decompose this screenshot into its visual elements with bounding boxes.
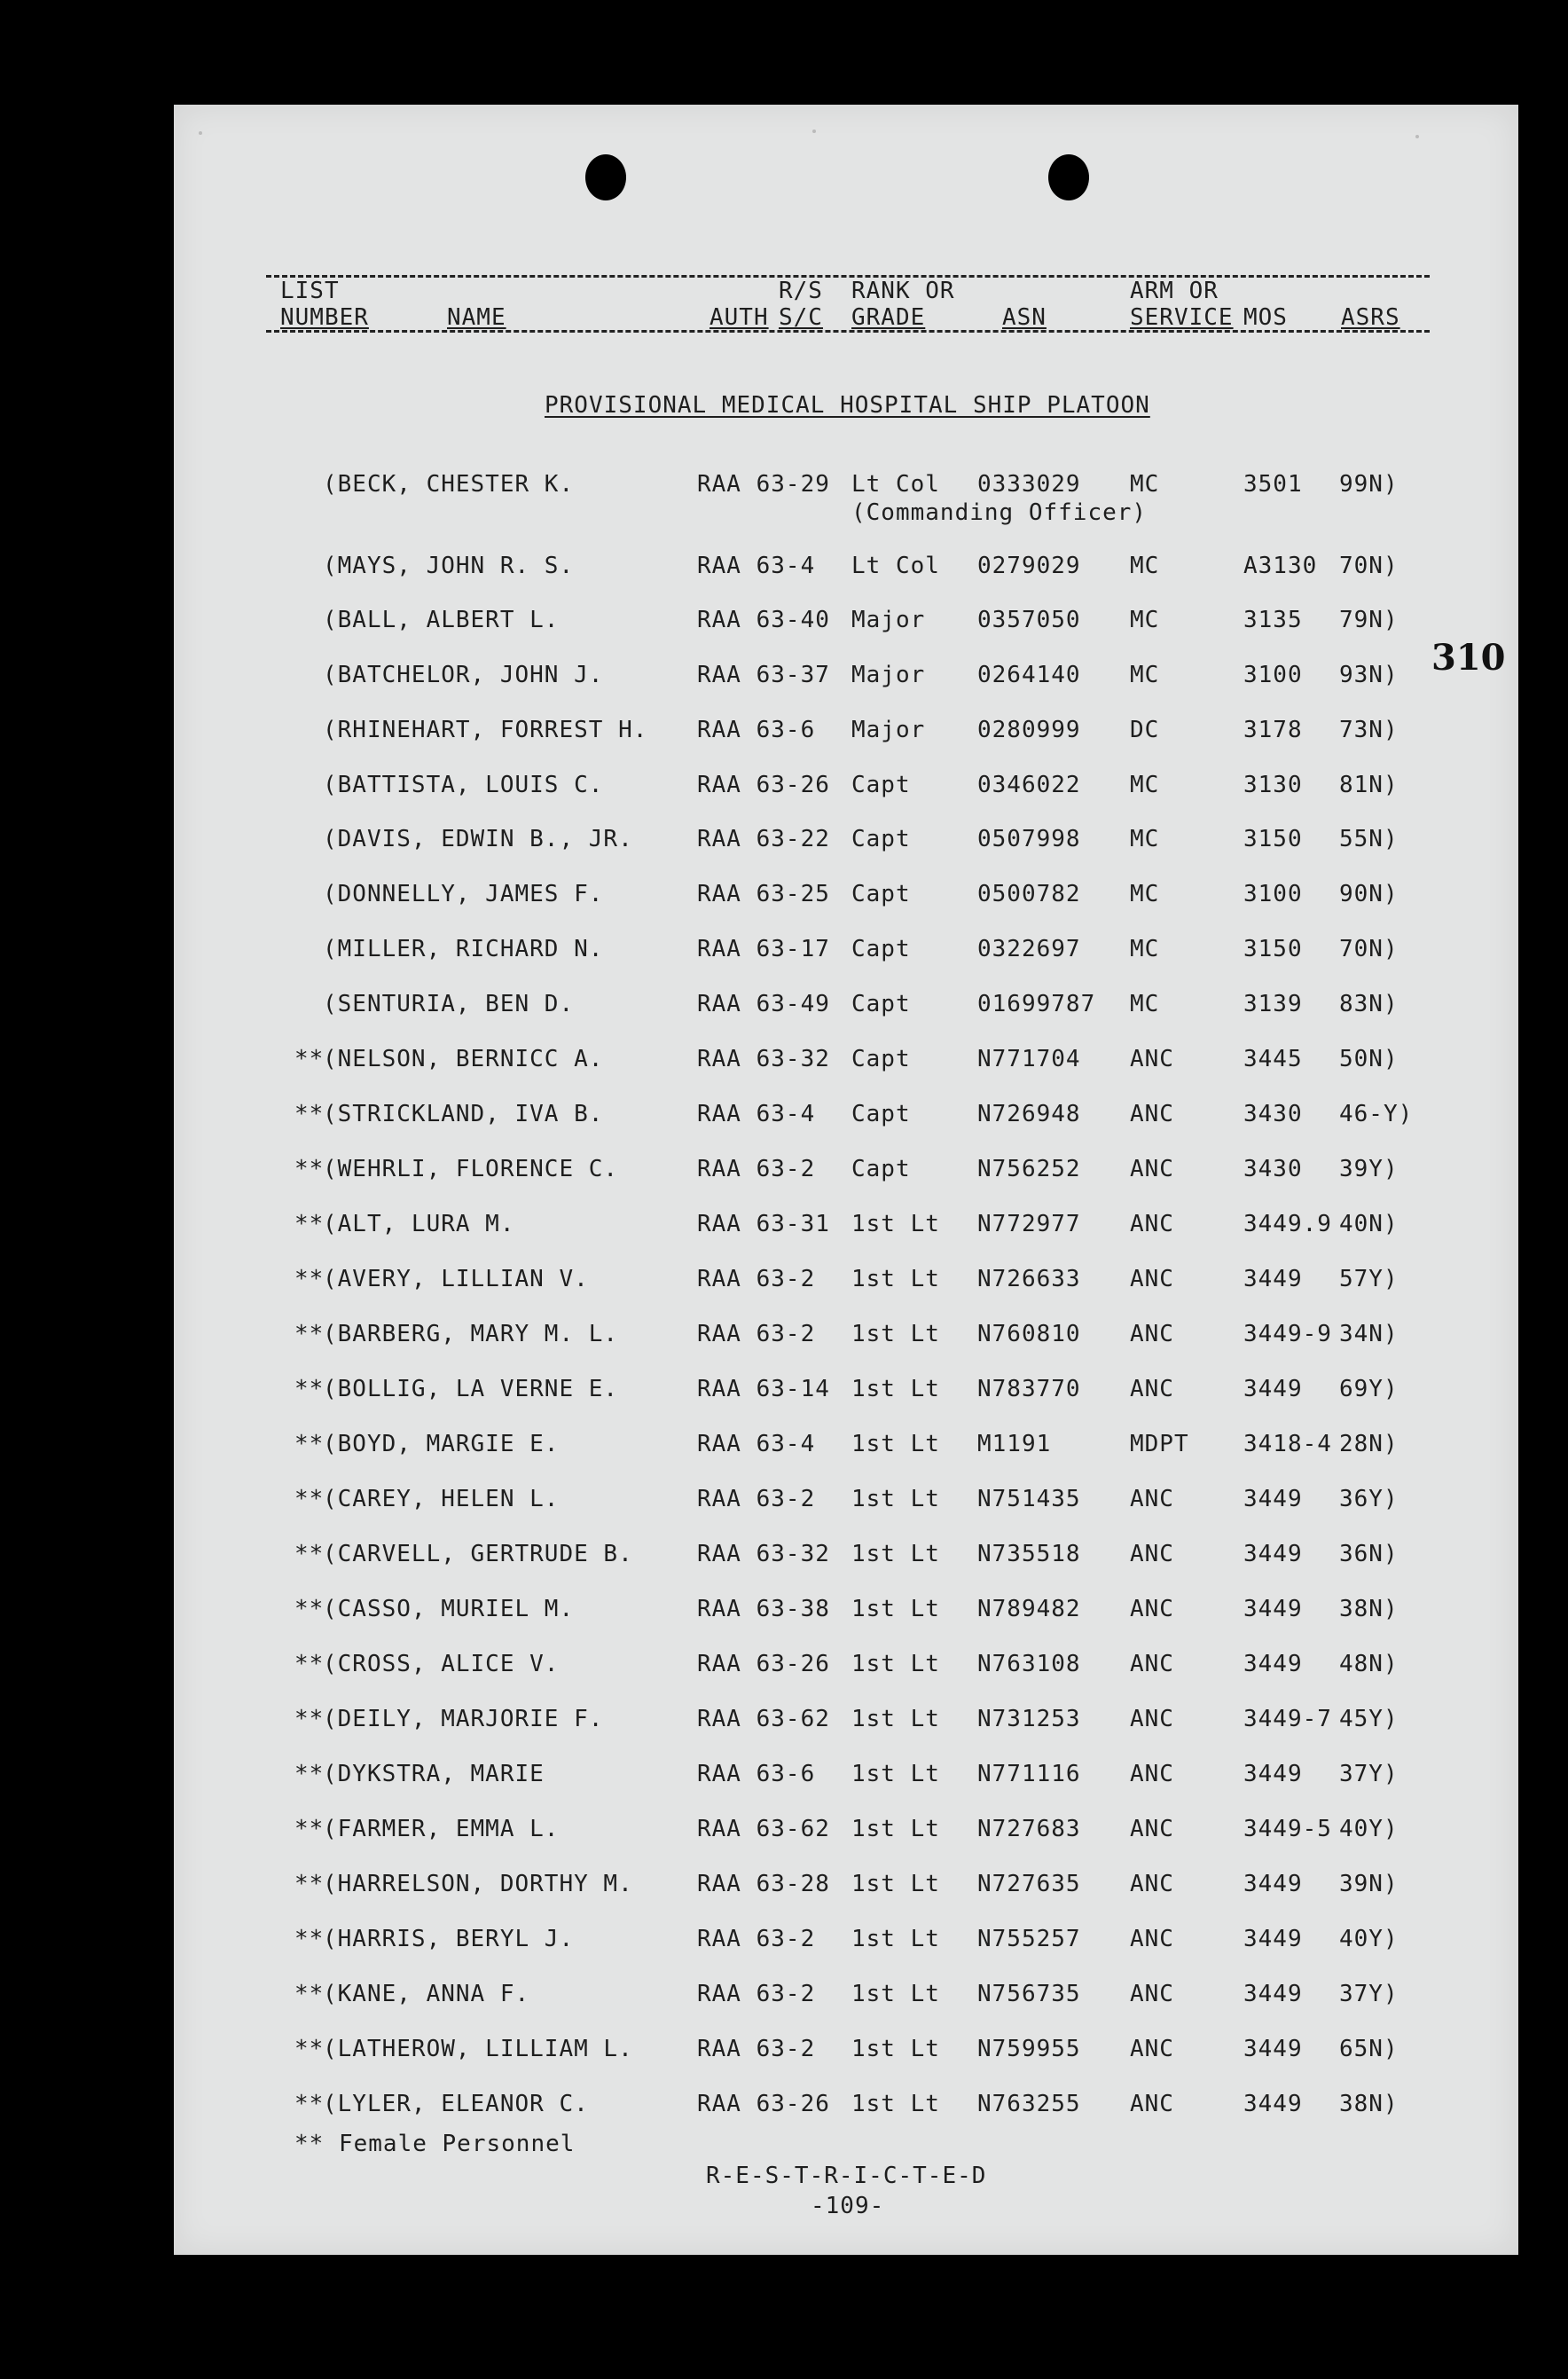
asrs-cell: 93N) (1339, 662, 1399, 688)
asn-cell: N727635 (977, 1871, 1081, 1897)
asrs-cell: 36N) (1339, 1541, 1399, 1567)
paper-speck (199, 131, 202, 135)
header-list: LIST (280, 278, 340, 304)
asn-cell: 0500782 (977, 881, 1081, 907)
person-name-cell: (MILLER, RICHARD N. (323, 936, 604, 962)
footnote-mark-cell: ** (294, 1981, 325, 2007)
asn-cell: N756735 (977, 1981, 1081, 2007)
footnote-mark-cell: ** (294, 1211, 325, 1237)
restricted-marking: R-E-S-T-R-I-C-T-E-D (706, 2163, 987, 2189)
asn-cell: N727683 (977, 1816, 1081, 1842)
person-name-cell: (MAYS, JOHN R. S. (323, 553, 575, 579)
arm-service-cell: ANC (1130, 1101, 1174, 1127)
authority-cell: RAA 63-2 (697, 1981, 816, 2007)
person-name-cell: (LYLER, ELEANOR C. (323, 2091, 589, 2117)
table-row (174, 1210, 1518, 1245)
table-row (174, 1265, 1518, 1300)
asn-cell: N726948 (977, 1101, 1081, 1127)
table-row (174, 1760, 1518, 1795)
table-row (174, 1430, 1518, 1465)
arm-service-cell: ANC (1130, 1376, 1174, 1402)
asn-cell: 0507998 (977, 826, 1081, 852)
mos-cell: 3100 (1243, 881, 1303, 907)
rank-grade-cell: 1st Lt (851, 1596, 940, 1622)
authority-cell: RAA 63-2 (697, 1486, 816, 1512)
arm-service-cell: ANC (1130, 1816, 1174, 1842)
table-row (174, 2035, 1518, 2070)
authority-cell: RAA 63-31 (697, 1211, 830, 1237)
table-row (174, 1815, 1518, 1850)
asn-cell: N771704 (977, 1046, 1081, 1072)
rank-grade-cell: Lt Col (851, 471, 940, 498)
person-name-cell: (AVERY, LILLIAN V. (323, 1266, 589, 1292)
arm-service-cell: ANC (1130, 1651, 1174, 1677)
person-name-cell: (KANE, ANNA F. (323, 1981, 530, 2007)
mos-cell: 3449 (1243, 2091, 1303, 2117)
rank-grade-cell: 1st Lt (851, 1321, 940, 1347)
header-name: NAME (447, 304, 506, 331)
asrs-cell: 39N) (1339, 1871, 1399, 1897)
header-arm-or: ARM OR (1130, 278, 1219, 304)
mos-cell: 3449 (1243, 1541, 1303, 1567)
arm-service-cell: ANC (1130, 2091, 1174, 2117)
arm-service-cell: ANC (1130, 1266, 1174, 1292)
footnote-mark-cell: ** (294, 1541, 325, 1567)
asrs-cell: 55N) (1339, 826, 1399, 852)
asrs-cell: 46-Y) (1339, 1101, 1414, 1127)
footnote-mark-cell: ** (294, 1761, 325, 1787)
person-name-cell: (CROSS, ALICE V. (323, 1651, 560, 1677)
asn-cell: N751435 (977, 1486, 1081, 1512)
person-name-cell: (NELSON, BERNICC A. (323, 1046, 604, 1072)
rank-grade-cell: 1st Lt (851, 1486, 940, 1512)
mos-cell: 3449 (1243, 1596, 1303, 1622)
mos-cell: 3135 (1243, 607, 1303, 633)
table-row (174, 470, 1518, 526)
footnote-mark-cell: ** (294, 1651, 325, 1677)
rank-grade-cell: 1st Lt (851, 1761, 940, 1787)
table-row (174, 990, 1518, 1025)
asn-cell: 01699787 (977, 991, 1096, 1017)
rank-grade-cell: Capt (851, 1101, 911, 1127)
rank-grade-cell: Capt (851, 1156, 911, 1182)
rank-grade-cell: 1st Lt (851, 1431, 940, 1457)
person-name-cell: (DONNELLY, JAMES F. (323, 881, 604, 907)
person-name-cell: (HARRELSON, DORTHY M. (323, 1871, 633, 1897)
footnote-mark-cell: ** (294, 1706, 325, 1732)
rank-grade-cell: 1st Lt (851, 1926, 940, 1952)
authority-cell: RAA 63-17 (697, 936, 830, 962)
arm-service-cell: MC (1130, 553, 1160, 579)
table-row (174, 1485, 1518, 1520)
asn-cell: 0264140 (977, 662, 1081, 688)
mos-cell: 3449.9 (1243, 1211, 1332, 1237)
rank-grade-cell: 1st Lt (851, 2036, 940, 2062)
authority-cell: RAA 63-26 (697, 2091, 830, 2117)
rank-grade-cell: 1st Lt (851, 1816, 940, 1842)
rank-grade-cell: 1st Lt (851, 1541, 940, 1567)
authority-cell: RAA 63-62 (697, 1706, 830, 1732)
footnote-mark-cell: ** (294, 1431, 325, 1457)
rank-grade-cell: 1st Lt (851, 1211, 940, 1237)
footnote-mark-cell: ** (294, 1101, 325, 1127)
header-auth: AUTH (710, 304, 769, 331)
mos-cell: A3130 (1243, 553, 1318, 579)
table-row (174, 1100, 1518, 1135)
authority-cell: RAA 63-37 (697, 662, 830, 688)
person-name-cell: (BATCHELOR, JOHN J. (323, 662, 604, 688)
table-row (174, 1320, 1518, 1355)
table-row (174, 1045, 1518, 1080)
rank-grade-cell: Capt (851, 991, 911, 1017)
person-name-cell: (CASSO, MURIEL M. (323, 1596, 575, 1622)
mos-cell: 3449 (1243, 2036, 1303, 2062)
asrs-cell: 39Y) (1339, 1156, 1399, 1182)
section-title: PROVISIONAL MEDICAL HOSPITAL SHIP PLATOON (545, 392, 1150, 419)
authority-cell: RAA 63-40 (697, 607, 830, 633)
asrs-cell: 34N) (1339, 1321, 1399, 1347)
footnote-mark-cell: ** (294, 1596, 325, 1622)
authority-cell: RAA 63-38 (697, 1596, 830, 1622)
asn-cell: N756252 (977, 1156, 1081, 1182)
table-row (174, 935, 1518, 970)
rank-grade-cell: Capt (851, 772, 911, 798)
footnote-mark-cell: ** (294, 1816, 325, 1842)
table-row (174, 1650, 1518, 1685)
punch-hole-left (585, 154, 626, 200)
page-number: -109- (811, 2193, 885, 2219)
row-note: (Commanding Officer) (851, 499, 1148, 526)
authority-cell: RAA 63-6 (697, 1761, 816, 1787)
person-name-cell: (SENTURIA, BEN D. (323, 991, 575, 1017)
mos-cell: 3449 (1243, 1761, 1303, 1787)
mos-cell: 3418-4 (1243, 1431, 1332, 1457)
arm-service-cell: MC (1130, 772, 1160, 798)
footnote-mark-cell: ** (294, 1156, 325, 1182)
person-name-cell: (BECK, CHESTER K. (323, 471, 575, 498)
rank-grade-cell: 1st Lt (851, 1706, 940, 1732)
footnote-mark-cell: ** (294, 1046, 325, 1072)
mos-cell: 3130 (1243, 772, 1303, 798)
mos-cell: 3445 (1243, 1046, 1303, 1072)
table-row (174, 716, 1518, 751)
authority-cell: RAA 63-2 (697, 1321, 816, 1347)
authority-cell: RAA 63-32 (697, 1541, 830, 1567)
arm-service-cell: ANC (1130, 1541, 1174, 1567)
arm-service-cell: MC (1130, 662, 1160, 688)
footnote: ** Female Personnel (294, 2131, 576, 2157)
footnote-mark-cell: ** (294, 1321, 325, 1347)
rank-grade-cell: Capt (851, 881, 911, 907)
authority-cell: RAA 63-26 (697, 1651, 830, 1677)
arm-service-cell: ANC (1130, 1486, 1174, 1512)
asn-cell: N755257 (977, 1926, 1081, 1952)
authority-cell: RAA 63-6 (697, 717, 816, 743)
arm-service-cell: ANC (1130, 1706, 1174, 1732)
asn-cell: N726633 (977, 1266, 1081, 1292)
person-name-cell: (BOYD, MARGIE E. (323, 1431, 560, 1457)
asn-cell: 0357050 (977, 607, 1081, 633)
asrs-cell: 83N) (1339, 991, 1399, 1017)
mos-cell: 3449 (1243, 1266, 1303, 1292)
rank-grade-cell: 1st Lt (851, 1376, 940, 1402)
table-row (174, 1870, 1518, 1905)
header-rank-or: RANK OR (851, 278, 955, 304)
paper-speck (1415, 135, 1419, 138)
authority-cell: RAA 63-32 (697, 1046, 830, 1072)
header-bottom-rule (266, 330, 1430, 333)
asn-cell: N760810 (977, 1321, 1081, 1347)
margin-number: 310 (1431, 637, 1506, 679)
authority-cell: RAA 63-49 (697, 991, 830, 1017)
authority-cell: RAA 63-4 (697, 1101, 816, 1127)
asrs-cell: 28N) (1339, 1431, 1399, 1457)
arm-service-cell: ANC (1130, 1981, 1174, 2007)
arm-service-cell: ANC (1130, 1926, 1174, 1952)
asn-cell: M1191 (977, 1431, 1052, 1457)
asrs-cell: 40Y) (1339, 1816, 1399, 1842)
person-name-cell: (CAREY, HELEN L. (323, 1486, 560, 1512)
person-name-cell: (DEILY, MARJORIE F. (323, 1706, 604, 1732)
person-name-cell: (RHINEHART, FORREST H. (323, 717, 648, 743)
person-name-cell: (LATHEROW, LILLIAM L. (323, 2036, 633, 2062)
rank-grade-cell: Lt Col (851, 553, 940, 579)
mos-cell: 3449 (1243, 1486, 1303, 1512)
footnote-mark-cell: ** (294, 1486, 325, 1512)
authority-cell: RAA 63-2 (697, 1156, 816, 1182)
asn-cell: N731253 (977, 1706, 1081, 1732)
asrs-cell: 40N) (1339, 1211, 1399, 1237)
mos-cell: 3150 (1243, 936, 1303, 962)
asrs-cell: 37Y) (1339, 1981, 1399, 2007)
mos-cell: 3449-7 (1243, 1706, 1332, 1732)
header-service: SERVICE (1130, 304, 1234, 331)
table-row (174, 552, 1518, 587)
footnote-mark-cell: ** (294, 1926, 325, 1952)
authority-cell: RAA 63-28 (697, 1871, 830, 1897)
table-row (174, 2090, 1518, 2125)
rank-grade-cell: Major (851, 607, 926, 633)
header-grade: GRADE (851, 304, 926, 331)
mos-cell: 3449 (1243, 1871, 1303, 1897)
asrs-cell: 90N) (1339, 881, 1399, 907)
person-name-cell: (STRICKLAND, IVA B. (323, 1101, 604, 1127)
table-row (174, 1375, 1518, 1410)
asrs-cell: 37Y) (1339, 1761, 1399, 1787)
arm-service-cell: ANC (1130, 1211, 1174, 1237)
header-sc: S/C (779, 304, 823, 331)
asrs-cell: 99N) (1339, 471, 1399, 498)
rank-grade-cell: Capt (851, 1046, 911, 1072)
authority-cell: RAA 63-2 (697, 2036, 816, 2062)
mos-cell: 3449 (1243, 1651, 1303, 1677)
rank-grade-cell: Capt (851, 826, 911, 852)
rank-grade-cell: 1st Lt (851, 1266, 940, 1292)
arm-service-cell: MC (1130, 471, 1160, 498)
rank-grade-cell: 1st Lt (851, 1651, 940, 1677)
person-name-cell: (BARBERG, MARY M. L. (323, 1321, 619, 1347)
header-rs: R/S (779, 278, 823, 304)
rank-grade-cell: Capt (851, 936, 911, 962)
authority-cell: RAA 63-2 (697, 1926, 816, 1952)
person-name-cell: (CARVELL, GERTRUDE B. (323, 1541, 633, 1567)
mos-cell: 3501 (1243, 471, 1303, 498)
asn-cell: N789482 (977, 1596, 1081, 1622)
authority-cell: RAA 63-25 (697, 881, 830, 907)
mos-cell: 3449-5 (1243, 1816, 1332, 1842)
arm-service-cell: ANC (1130, 1596, 1174, 1622)
footnote-mark-cell: ** (294, 1871, 325, 1897)
rank-grade-cell: Major (851, 717, 926, 743)
arm-service-cell: MC (1130, 881, 1160, 907)
mos-cell: 3150 (1243, 826, 1303, 852)
asrs-cell: 38N) (1339, 1596, 1399, 1622)
mos-cell: 3449-9 (1243, 1321, 1332, 1347)
mos-cell: 3430 (1243, 1101, 1303, 1127)
asrs-cell: 45Y) (1339, 1706, 1399, 1732)
asrs-cell: 50N) (1339, 1046, 1399, 1072)
person-name-cell: (BALL, ALBERT L. (323, 607, 560, 633)
asrs-cell: 73N) (1339, 717, 1399, 743)
asn-cell: N763108 (977, 1651, 1081, 1677)
asn-cell: N763255 (977, 2091, 1081, 2117)
person-name-cell: (DAVIS, EDWIN B., JR. (323, 826, 633, 852)
arm-service-cell: ANC (1130, 1321, 1174, 1347)
table-row (174, 1925, 1518, 1960)
arm-service-cell: ANC (1130, 1871, 1174, 1897)
asn-cell: 0322697 (977, 936, 1081, 962)
header-top-rule (266, 275, 1430, 278)
authority-cell: RAA 63-22 (697, 826, 830, 852)
authority-cell: RAA 63-26 (697, 772, 830, 798)
authority-cell: RAA 63-4 (697, 553, 816, 579)
rank-grade-cell: 1st Lt (851, 1981, 940, 2007)
arm-service-cell: MC (1130, 826, 1160, 852)
header-number: NUMBER (280, 304, 369, 331)
arm-service-cell: MDPT (1130, 1431, 1189, 1457)
mos-cell: 3449 (1243, 1926, 1303, 1952)
rank-grade-cell: 1st Lt (851, 2091, 940, 2117)
person-name-cell: (WEHRLI, FLORENCE C. (323, 1156, 619, 1182)
table-row (174, 606, 1518, 641)
table-row (174, 1705, 1518, 1740)
person-name-cell: (DYKSTRA, MARIE (323, 1761, 545, 1787)
arm-service-cell: ANC (1130, 1761, 1174, 1787)
footnote-mark-cell: ** (294, 2091, 325, 2117)
arm-service-cell: ANC (1130, 1156, 1174, 1182)
asrs-cell: 69Y) (1339, 1376, 1399, 1402)
table-row (174, 1980, 1518, 2015)
asrs-cell: 81N) (1339, 772, 1399, 798)
person-name-cell: (BATTISTA, LOUIS C. (323, 772, 604, 798)
asrs-cell: 48N) (1339, 1651, 1399, 1677)
person-name-cell: (HARRIS, BERYL J. (323, 1926, 575, 1952)
table-row (174, 771, 1518, 806)
arm-service-cell: ANC (1130, 2036, 1174, 2062)
table-row (174, 880, 1518, 915)
rank-grade-cell: 1st Lt (851, 1871, 940, 1897)
punch-hole-right (1048, 154, 1089, 200)
arm-service-cell: MC (1130, 607, 1160, 633)
asn-cell: N759955 (977, 2036, 1081, 2062)
table-row (174, 1540, 1518, 1575)
arm-service-cell: MC (1130, 936, 1160, 962)
asn-cell: 0346022 (977, 772, 1081, 798)
header-asrs: ASRS (1341, 304, 1400, 331)
arm-service-cell: ANC (1130, 1046, 1174, 1072)
asn-cell: N772977 (977, 1211, 1081, 1237)
authority-cell: RAA 63-4 (697, 1431, 816, 1457)
document-page (174, 105, 1518, 2255)
asrs-cell: 79N) (1339, 607, 1399, 633)
header-mos: MOS (1243, 304, 1288, 331)
asrs-cell: 65N) (1339, 2036, 1399, 2062)
asn-cell: 0333029 (977, 471, 1081, 498)
authority-cell: RAA 63-14 (697, 1376, 830, 1402)
mos-cell: 3178 (1243, 717, 1303, 743)
person-name-cell: (FARMER, EMMA L. (323, 1816, 560, 1842)
arm-service-cell: MC (1130, 991, 1160, 1017)
rank-grade-cell: Major (851, 662, 926, 688)
footnote-mark-cell: ** (294, 1376, 325, 1402)
asrs-cell: 36Y) (1339, 1486, 1399, 1512)
asrs-cell: 70N) (1339, 553, 1399, 579)
mos-cell: 3430 (1243, 1156, 1303, 1182)
asn-cell: 0280999 (977, 717, 1081, 743)
table-row (174, 825, 1518, 860)
authority-cell: RAA 63-29 (697, 471, 830, 498)
table-row (174, 1155, 1518, 1190)
person-name-cell: (BOLLIG, LA VERNE E. (323, 1376, 619, 1402)
authority-cell: RAA 63-62 (697, 1816, 830, 1842)
asrs-cell: 38N) (1339, 2091, 1399, 2117)
header-asn: ASN (1002, 304, 1047, 331)
asn-cell: N783770 (977, 1376, 1081, 1402)
asrs-cell: 70N) (1339, 936, 1399, 962)
footnote-mark-cell: ** (294, 1266, 325, 1292)
mos-cell: 3449 (1243, 1376, 1303, 1402)
table-row (174, 1595, 1518, 1630)
asrs-cell: 40Y) (1339, 1926, 1399, 1952)
person-name-cell: (ALT, LURA M. (323, 1211, 515, 1237)
asn-cell: 0279029 (977, 553, 1081, 579)
mos-cell: 3100 (1243, 662, 1303, 688)
paper-speck (812, 130, 816, 133)
asn-cell: N771116 (977, 1761, 1081, 1787)
arm-service-cell: DC (1130, 717, 1160, 743)
mos-cell: 3139 (1243, 991, 1303, 1017)
mos-cell: 3449 (1243, 1981, 1303, 2007)
asn-cell: N735518 (977, 1541, 1081, 1567)
authority-cell: RAA 63-2 (697, 1266, 816, 1292)
table-row (174, 661, 1518, 696)
footnote-mark-cell: ** (294, 2036, 325, 2062)
asrs-cell: 57Y) (1339, 1266, 1399, 1292)
